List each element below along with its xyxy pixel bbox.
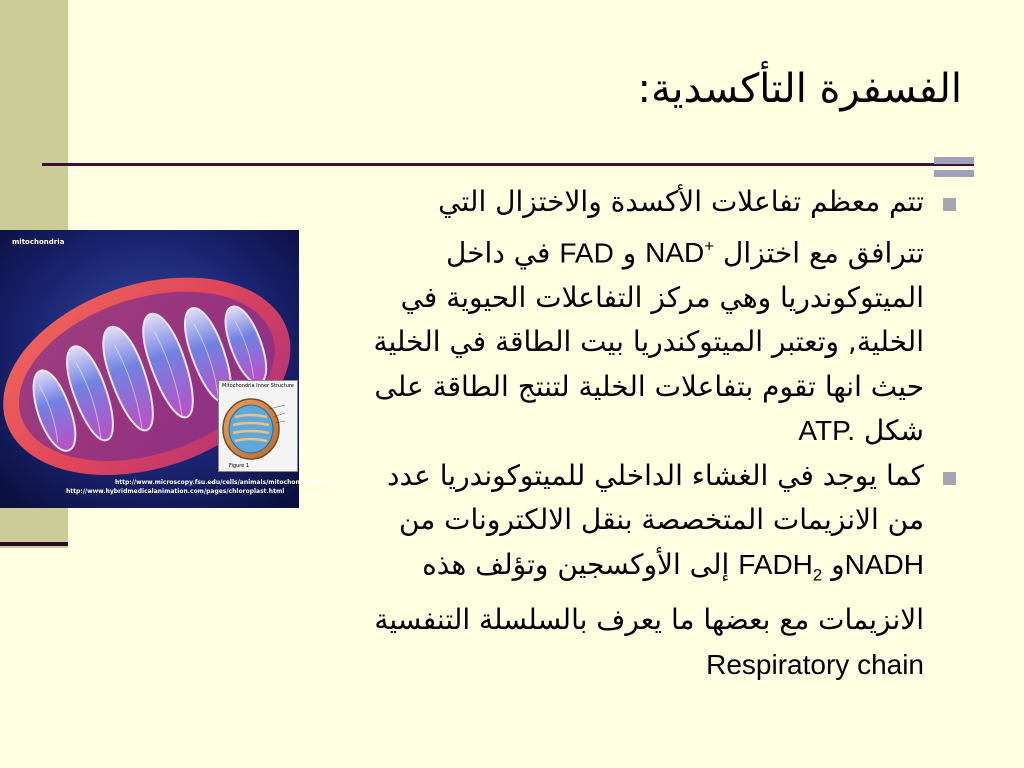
text-line: شكل ATP. bbox=[798, 414, 924, 448]
source-link-1[interactable]: http://www.microscopy.fsu.edu/cells/animals/mitochondria.html bbox=[115, 479, 331, 486]
image-caption: mitochondria bbox=[12, 238, 65, 246]
bullet-marker bbox=[943, 472, 956, 485]
slide-body bbox=[342, 180, 962, 687]
text-line: الخلية, وتعتبر الميتوكندريا بيت الطاقة في الخلية bbox=[373, 325, 924, 359]
inset-figure-label: Figure 1 bbox=[229, 463, 250, 469]
slide-title: الفسفرة التأكسدية: bbox=[637, 66, 962, 112]
text-line: الميتوكوندريا وهي مركز التفاعلات الحيوية في bbox=[400, 280, 924, 314]
inner-structure-inset bbox=[218, 380, 298, 472]
text-line: كما يوجد في الغشاء الداخلي للميتوكوندريا عدد bbox=[387, 458, 924, 492]
text-line: تتم معظم تفاعلات الأكسدة والاختزال التي bbox=[438, 185, 924, 218]
left-strip-divider bbox=[0, 542, 68, 546]
bullet-marker bbox=[943, 198, 956, 211]
inset-diagram bbox=[219, 387, 297, 467]
source-link-2[interactable]: http://www.hybridmedicalanimation.com/pages/chloroplast.html bbox=[66, 488, 285, 495]
inset-title: Mitochondria Inner Structure bbox=[222, 383, 294, 389]
bullet-item bbox=[342, 454, 962, 688]
text-line-english: Respiratory chain bbox=[706, 648, 924, 680]
mitochondria-image bbox=[0, 230, 331, 508]
title-underline bbox=[42, 163, 974, 166]
title-rule-accent-bottom bbox=[934, 170, 974, 177]
text-line: حيث انها تقوم بتفاعلات الخلية لتنتج الطاقة على bbox=[374, 369, 924, 403]
bullet-item bbox=[342, 180, 962, 454]
text-line: NADHو $FADH_2$ إلى الأوكسجين وتؤلف هذه bbox=[422, 548, 924, 585]
text-line: تترافق مع اختزال NAD+ و FAD في داخل bbox=[446, 235, 924, 269]
title-rule-accent-top bbox=[934, 157, 974, 164]
text-line: الانزيمات مع بعضها ما يعرف بالسلسلة التنفسية bbox=[374, 603, 924, 637]
text-line: من الانزيمات المتخصصة بنقل الالكترونات من bbox=[398, 503, 924, 537]
